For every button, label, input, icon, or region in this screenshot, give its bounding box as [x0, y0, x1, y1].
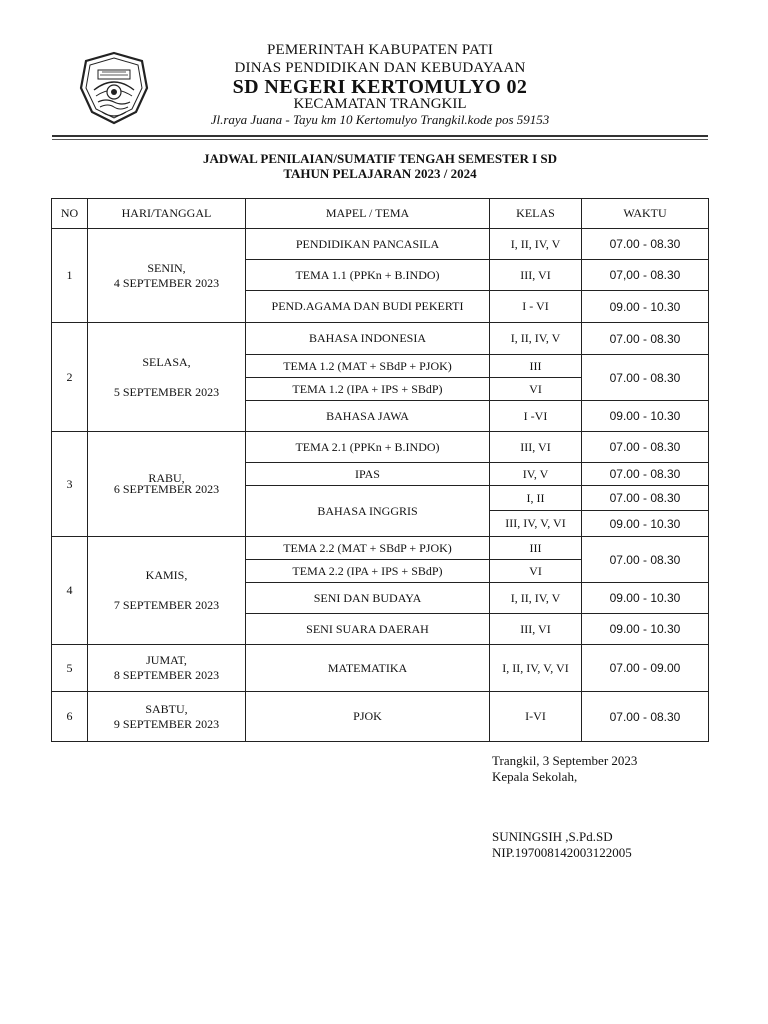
- subject-cell: PJOK: [246, 692, 490, 742]
- class-cell: VI: [490, 378, 582, 401]
- class-cell: I, II, IV, V: [490, 323, 582, 355]
- school-name: SD NEGERI KERTOMULYO 02: [232, 76, 528, 98]
- time-cell: 07.00 - 08.30: [582, 537, 709, 583]
- header-no: NO: [52, 199, 88, 229]
- subject-cell: TEMA 2.2 (MAT + SBdP + PJOK): [246, 537, 490, 560]
- subject-cell: TEMA 2.2 (IPA + IPS + SBdP): [246, 560, 490, 583]
- time-cell: 09.00 - 10.30: [582, 291, 709, 323]
- day-name: KAMIS,: [145, 568, 188, 582]
- class-cell: I, II: [490, 486, 582, 511]
- table-row: [52, 645, 709, 692]
- document-subtitle: TAHUN PELAJARAN 2023 / 2024: [283, 166, 477, 181]
- subject-cell: PEND.AGAMA DAN BUDI PEKERTI: [246, 291, 490, 323]
- department-name: DINAS PENDIDIKAN DAN KEBUDAYAAN: [234, 60, 526, 76]
- signature-name: SUNINGSIH ,S.Pd.SD: [492, 829, 613, 844]
- day-number: 5: [52, 645, 88, 692]
- time-cell: 07.00 - 08.30: [582, 229, 709, 260]
- table-row: [52, 537, 709, 560]
- signature-position: Kepala Sekolah,: [492, 769, 578, 784]
- class-cell: I -VI: [490, 401, 582, 432]
- class-cell: I, II, IV, V: [490, 229, 582, 260]
- subject-cell: PENDIDIKAN PANCASILA: [246, 229, 490, 260]
- table-row: [52, 323, 709, 355]
- day-date: 5 SEPTEMBER 2023: [113, 384, 220, 399]
- time-cell: 07,00 - 08.30: [582, 260, 709, 291]
- subject-cell: SENI DAN BUDAYA: [246, 583, 490, 614]
- kabupaten-pati-emblem-icon: [76, 50, 152, 126]
- header-mapel-tema: MAPEL / TEMA: [246, 199, 490, 229]
- class-cell: I-VI: [490, 692, 582, 742]
- subject-cell: TEMA 1.1 (PPKn + B.INDO): [246, 260, 490, 291]
- time-cell: 07.00 - 08.30: [582, 323, 709, 355]
- header-waktu: WAKTU: [582, 199, 709, 229]
- subject-cell: TEMA 2.1 (PPKn + B.INDO): [246, 432, 490, 463]
- day-name: SENIN,: [147, 260, 186, 275]
- subject-cell: SENI SUARA DAERAH: [246, 614, 490, 645]
- time-cell: 07.00 - 08.30: [582, 486, 709, 511]
- day-number: 1: [52, 229, 88, 323]
- table-row: [52, 229, 709, 260]
- subject-cell: TEMA 1.2 (IPA + IPS + SBdP): [246, 378, 490, 401]
- class-cell: I, II, IV, V, VI: [490, 645, 582, 692]
- day-number: 2: [52, 323, 88, 432]
- day-date-cell: [88, 323, 246, 432]
- table-row: [52, 432, 709, 463]
- table-row: [52, 692, 709, 742]
- day-date-cell: [88, 537, 246, 645]
- time-cell: 07.00 - 09.00: [582, 645, 709, 692]
- day-date: 7 SEPTEMBER 2023: [113, 598, 220, 612]
- government-name: PEMERINTAH KABUPATEN PATI: [266, 42, 494, 58]
- day-date: 8 SEPTEMBER 2023: [113, 668, 220, 682]
- subject-cell: BAHASA INGGRIS: [246, 486, 490, 537]
- class-cell: III, VI: [490, 614, 582, 645]
- time-cell: 09.00 - 10.30: [582, 614, 709, 645]
- header-kelas: KELAS: [490, 199, 582, 229]
- class-cell: III, IV, V, VI: [490, 511, 582, 537]
- class-cell: III: [490, 537, 582, 560]
- subject-cell: BAHASA JAWA: [246, 401, 490, 432]
- table-header-row: [52, 199, 709, 229]
- time-cell: 07.00 - 08.30: [582, 692, 709, 742]
- letterhead-divider-thick: [52, 135, 708, 137]
- day-number: 6: [52, 692, 88, 742]
- class-cell: III, VI: [490, 260, 582, 291]
- day-date-cell: [88, 229, 246, 323]
- day-name: RABU,: [148, 471, 185, 485]
- letterhead-divider-thin: [52, 139, 708, 140]
- day-date-cell: [88, 692, 246, 742]
- day-name: SABTU,: [145, 701, 188, 716]
- day-number: 3: [52, 432, 88, 537]
- subject-cell: BAHASA INDONESIA: [246, 323, 490, 355]
- class-cell: VI: [490, 560, 582, 583]
- time-cell: 09.00 - 10.30: [582, 401, 709, 432]
- schedule-table: [51, 198, 709, 742]
- school-address: Jl.raya Juana - Tayu km 10 Kertomulyo Trangkil.kode pos 59153: [210, 112, 550, 127]
- day-name: JUMAT,: [146, 653, 187, 667]
- time-cell: 07.00 - 08.30: [582, 463, 709, 486]
- header-hari-tanggal: HARI/TANGGAL: [88, 199, 246, 229]
- document-title: JADWAL PENILAIAN/SUMATIF TENGAH SEMESTER I SD: [202, 151, 558, 166]
- class-cell: I - VI: [490, 291, 582, 323]
- day-date: 9 SEPTEMBER 2023: [113, 716, 220, 731]
- time-cell: 09.00 - 10.30: [582, 511, 709, 537]
- subject-cell: IPAS: [246, 463, 490, 486]
- day-date: 4 SEPTEMBER 2023: [113, 275, 220, 290]
- class-cell: I, II, IV, V: [490, 583, 582, 614]
- time-cell: 07.00 - 08.30: [582, 432, 709, 463]
- class-cell: III, VI: [490, 432, 582, 463]
- day-name: SELASA,: [142, 354, 191, 369]
- signature-nip: NIP.197008142003122005: [492, 845, 632, 860]
- subject-cell: MATEMATIKA: [246, 645, 490, 692]
- time-cell: 07.00 - 08.30: [582, 355, 709, 401]
- day-date-cell: [88, 645, 246, 692]
- day-date: 6 SEPTEMBER 2023: [113, 482, 220, 496]
- day-number: 4: [52, 537, 88, 645]
- class-cell: IV, V: [490, 463, 582, 486]
- class-cell: III: [490, 355, 582, 378]
- time-cell: 09.00 - 10.30: [582, 583, 709, 614]
- signature-place-date: Trangkil, 3 September 2023: [492, 753, 638, 768]
- day-date-cell: [88, 432, 246, 537]
- subject-cell: TEMA 1.2 (MAT + SBdP + PJOK): [246, 355, 490, 378]
- district-name: KECAMATAN TRANGKIL: [293, 96, 467, 112]
